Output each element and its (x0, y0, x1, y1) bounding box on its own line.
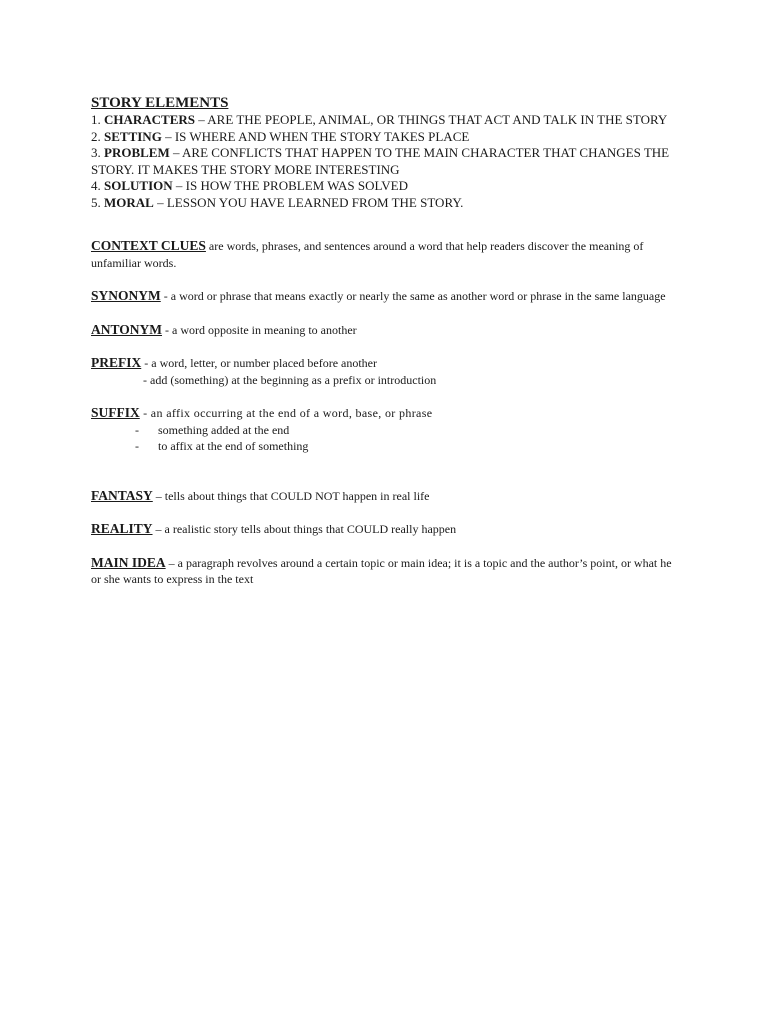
suffix-section (91, 405, 681, 422)
list-item (91, 112, 681, 129)
item-term: SETTING (104, 128, 162, 144)
suffix-sub-definition: something added at the end (158, 422, 290, 437)
prefix-section (91, 355, 681, 388)
antonym-term: ANTONYM (91, 321, 163, 337)
synonym-term: SYNONYM (91, 288, 161, 303)
suffix-sub-list (91, 422, 681, 455)
main-idea-term: MAIN IDEA (91, 554, 166, 570)
context-clues-section (91, 238, 681, 271)
context-clues-definition: are words, phrases, and sentences around a word that help readers discover the meaning of unfamiliar words. (91, 239, 644, 270)
item-definition: – IS HOW THE PROBLEM WAS SOLVED (172, 178, 408, 193)
story-elements-list (91, 112, 681, 211)
fantasy-section (91, 488, 681, 505)
document-page (91, 95, 681, 588)
item-number: 4. (91, 178, 101, 193)
fantasy-term: FANTASY (91, 487, 153, 503)
synonym-definition: - a word or phrase that means exactly or nearly the same as another word or phrase in the same language (160, 289, 666, 303)
dash-bullet: - (135, 422, 139, 437)
antonym-definition: - a word opposite in meaning to another (162, 322, 357, 337)
item-number: 1. (91, 112, 101, 127)
list-item (91, 438, 681, 455)
list-item (91, 178, 681, 195)
reality-definition: – a realistic story tells about things that COULD really happen (152, 522, 457, 536)
item-term: CHARACTERS (104, 112, 196, 127)
prefix-definition: - a word, letter, or number placed before another (141, 356, 377, 370)
item-definition: – ARE THE PEOPLE, ANIMAL, OR THINGS THAT ACT AND TALK IN THE STORY (195, 112, 668, 127)
prefix-sub-definition: - add (something) at the beginning as a prefix or introduction (143, 372, 437, 387)
synonym-section (91, 288, 681, 305)
suffix-term: SUFFIX (91, 405, 140, 420)
main-idea-definition: – a paragraph revolves around a certain topic or main idea; it is a topic and the author’s point, or what he or she wants to express in the text (91, 555, 672, 586)
item-number: 5. (91, 194, 101, 210)
list-item (91, 195, 681, 212)
story-elements-heading: STORY ELEMENTS (91, 95, 229, 111)
context-clues-term: CONTEXT CLUES (91, 238, 206, 253)
reality-section (91, 521, 681, 538)
main-idea-section (91, 555, 681, 588)
item-definition: – ARE CONFLICTS THAT HAPPEN TO THE MAIN CHARACTER THAT CHANGES THE STORY. IT MAKES THE STORY MORE INTERESTING (91, 145, 670, 177)
item-term: MORAL (104, 194, 154, 210)
item-definition: – IS WHERE AND WHEN THE STORY TAKES PLACE (161, 128, 470, 144)
suffix-sub-definition: to affix at the end of something (158, 439, 309, 453)
list-item (91, 129, 681, 146)
item-term: SOLUTION (104, 178, 173, 193)
list-item (91, 422, 681, 439)
story-elements-section (91, 95, 681, 211)
reality-term: REALITY (91, 521, 153, 536)
item-number: 2. (91, 128, 101, 144)
item-term: PROBLEM (104, 145, 170, 160)
dash-bullet: - (135, 439, 139, 453)
item-definition: – LESSON YOU HAVE LEARNED FROM THE STORY. (153, 194, 464, 210)
suffix-definition: - an affix occurring at the end of a word, base, or phrase (139, 406, 433, 420)
list-item (91, 145, 681, 178)
fantasy-definition: – tells about things that COULD NOT happen in real life (152, 488, 430, 503)
prefix-term: PREFIX (91, 355, 142, 370)
item-number: 3. (91, 145, 101, 160)
antonym-section (91, 322, 681, 339)
